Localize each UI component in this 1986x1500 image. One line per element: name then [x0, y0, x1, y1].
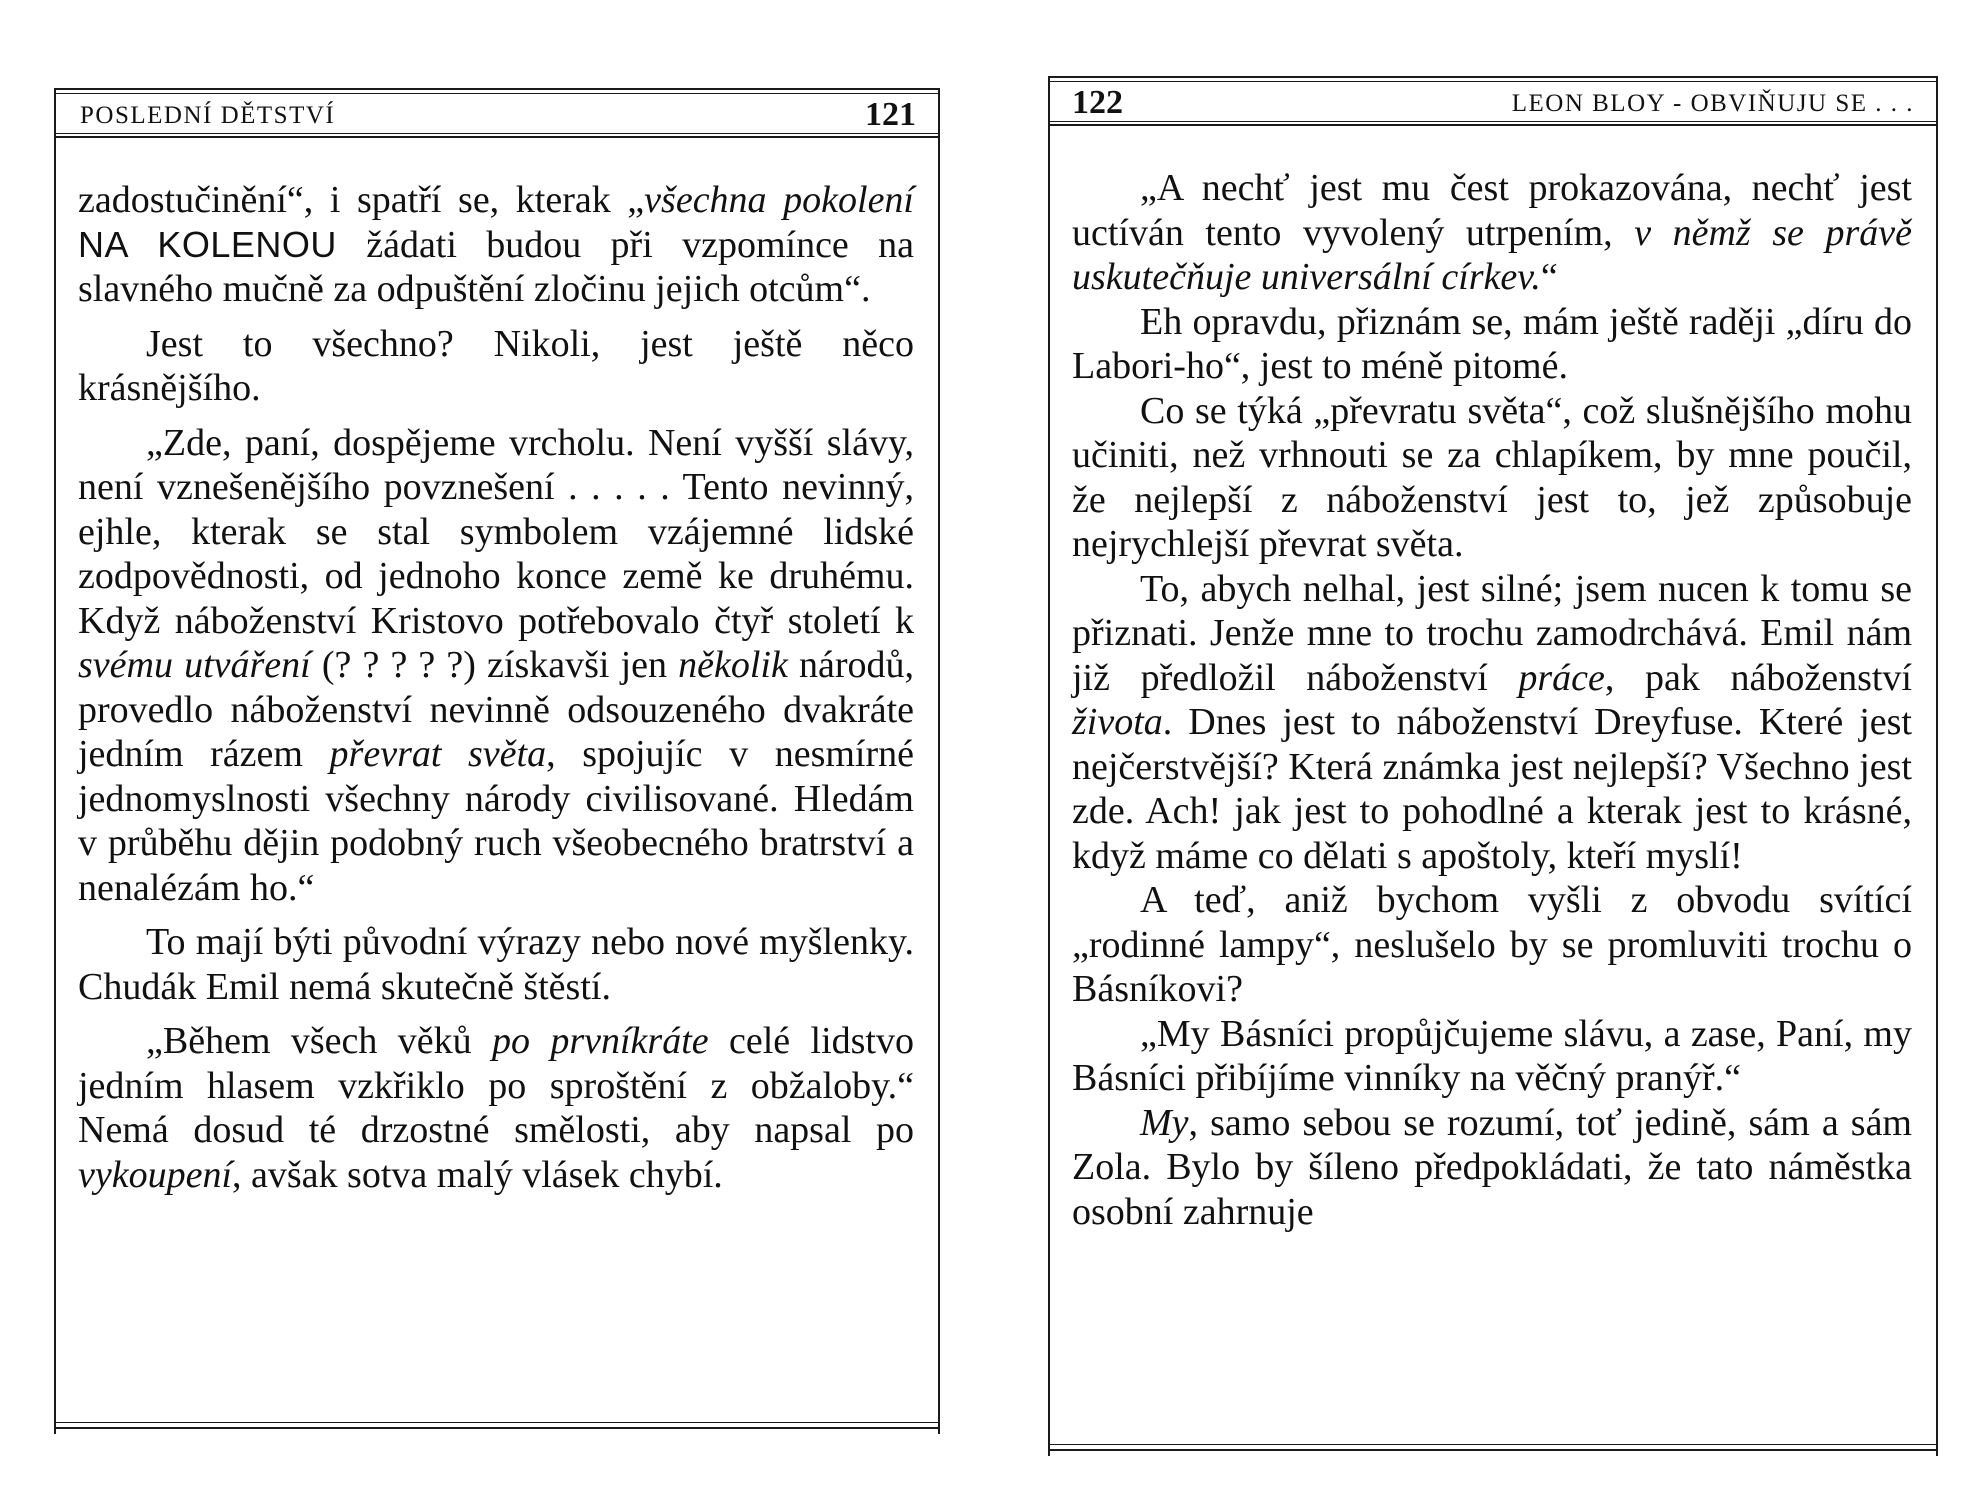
header-top-rule-inner	[56, 93, 938, 94]
paragraph	[78, 920, 914, 1009]
running-title: POSLEDNÍ DĚTSTVÍ	[80, 102, 336, 129]
italic-run: svému utváření	[78, 644, 311, 686]
running-header	[56, 88, 938, 138]
text-run: , samo sebou se rozumí, toť jedině, sám a sám Zola. Bylo by šíleno předpokládati, že tato náměstka osobní zahrnuje	[1072, 1101, 1912, 1233]
page-footer-rule	[1050, 1436, 1936, 1456]
paragraph	[1072, 389, 1912, 567]
text-run: To, abych nelhal, jest silné; jsem nucen k tomu se přiznati. Jenže mne to trochu zamodrchává. Emil nám již předložil náboženství	[1072, 567, 1912, 699]
paragraph	[1072, 1012, 1912, 1101]
text-run: Eh opravdu, přiznám se, mám ještě raději „díru do Labori-ho“, jest to méně pitomé.	[1072, 300, 1912, 387]
text-run: , avšak sotva malý vlásek chybí.	[232, 1153, 723, 1196]
italic-run: života	[1072, 701, 1163, 743]
paragraph	[78, 1019, 914, 1197]
text-run: To mají býti původní výrazy nebo nové myšlenky. Chudák Emil nemá skutečně štěstí.	[78, 921, 914, 1008]
text-run: „Zde, paní, dospějeme vrcholu. Není vyšší slávy, není vznešenějšího povznešení . . . . . Tento nevinný, ejhle, kterak se stal symbolem vzájemné lidské zodpovědnosti, od jednoho konce země ke druhému. Když náboženství Kristovo potřebovalo čtyř století k	[78, 421, 914, 642]
italic-run: vykoupení	[78, 1153, 233, 1196]
running-title: LEON BLOY - OBVIŇUJU SE . . .	[1511, 90, 1914, 117]
text-run: žádati budou při vzpomínce na slavného mučně za odpuštění zločinu jejich otcům“.	[78, 223, 914, 310]
header-bottom-rule	[56, 136, 938, 138]
header-top-rule-inner	[1050, 81, 1936, 82]
italic-run: práce	[1518, 656, 1605, 699]
text-run: Jest to všechno? Nikoli, jest ještě něco krásnějšího.	[78, 322, 914, 409]
text-run: , pak náboženství	[1604, 656, 1912, 699]
text-run: . Dnes jest to náboženství Dreyfuse. Které jest nejčerstvější? Která známka jest nejlepší? Všechno jest zde. Ach! jak jest to pohodlné a kterak jest to krásné, když máme co dělati s apoštoly, kteří myslí!	[1072, 701, 1912, 877]
paragraph	[78, 421, 914, 911]
page-number: 121	[865, 96, 916, 133]
italic-run: převrat světa	[329, 733, 547, 775]
paragraph	[1072, 1101, 1912, 1235]
text-run: „A nechť jest mu čest prokazována, nechť jest uctíván tento vyvolený utrpením,	[1072, 167, 1912, 254]
page-body-text	[78, 178, 914, 1197]
paragraph	[1072, 567, 1912, 879]
page-122	[1048, 76, 1938, 1456]
paragraph	[1072, 300, 1912, 389]
header-top-rule	[1050, 76, 1936, 78]
page-footer-rule	[56, 1414, 938, 1434]
page-body-text	[1072, 166, 1912, 1234]
page-number: 122	[1072, 84, 1123, 121]
header-top-rule	[56, 88, 938, 90]
page-121	[54, 88, 940, 1434]
text-run: , spojujíc v nesmírné jednomyslnosti všechny národy civilisované. Hledám v průběhu dějin podobný ruch všeobecného bratrství a nenalézám ho.“	[78, 733, 914, 909]
italic-run: několik	[678, 644, 788, 686]
text-run: A teď, aniž bychom vyšli z obvodu svítící „rodinné lampy“, neslušelo by se promluviti trochu o Básníkovi?	[1072, 879, 1912, 1010]
text-run: celé lidstvo jedním hlasem vzkřiklo po sproštění z obžaloby.“ Nemá dosud té drzostné smělosti, aby napsal po	[78, 1020, 914, 1151]
text-run: (? ? ? ? ?) získavši jen	[310, 644, 679, 686]
header-bottom-rule-inner	[56, 133, 938, 134]
italic-run: v němž se právě uskutečňuje universální církev.	[1072, 211, 1912, 298]
header-bottom-rule-inner	[1050, 121, 1936, 122]
text-run: „Během všech věků	[146, 1020, 492, 1062]
paragraph	[78, 322, 914, 411]
text-run: “	[1540, 256, 1558, 298]
text-run: „My Básníci propůjčujeme slávu, a zase, Paní, my Básníci přibíjíme vinníky na věčný pranýř.“	[1072, 1012, 1912, 1099]
text-run: Co se týká „převratu světa“, což slušnějšího mohu učiniti, než vrhnouti se za chlapíkem, by mne poučil, že nejlepší z náboženství jest to, jež způsobuje nejrychlejší převrat světa.	[1072, 389, 1912, 565]
running-header	[1050, 76, 1936, 126]
italic-run: My	[1140, 1101, 1189, 1144]
text-run: NA KOLENOU	[78, 223, 337, 265]
paragraph	[1072, 166, 1912, 300]
paragraph	[1072, 878, 1912, 1012]
text-run: národů, provedlo náboženství nevinně odsouzeného dvakráte jedním rázem	[78, 644, 914, 775]
italic-run: všechna pokolení	[644, 179, 914, 221]
header-bottom-rule	[1050, 124, 1936, 126]
paragraph	[78, 178, 914, 312]
italic-run: po prvníkráte	[491, 1020, 709, 1062]
text-run: zadostučinění“, i spatří se, kterak „	[78, 179, 645, 221]
